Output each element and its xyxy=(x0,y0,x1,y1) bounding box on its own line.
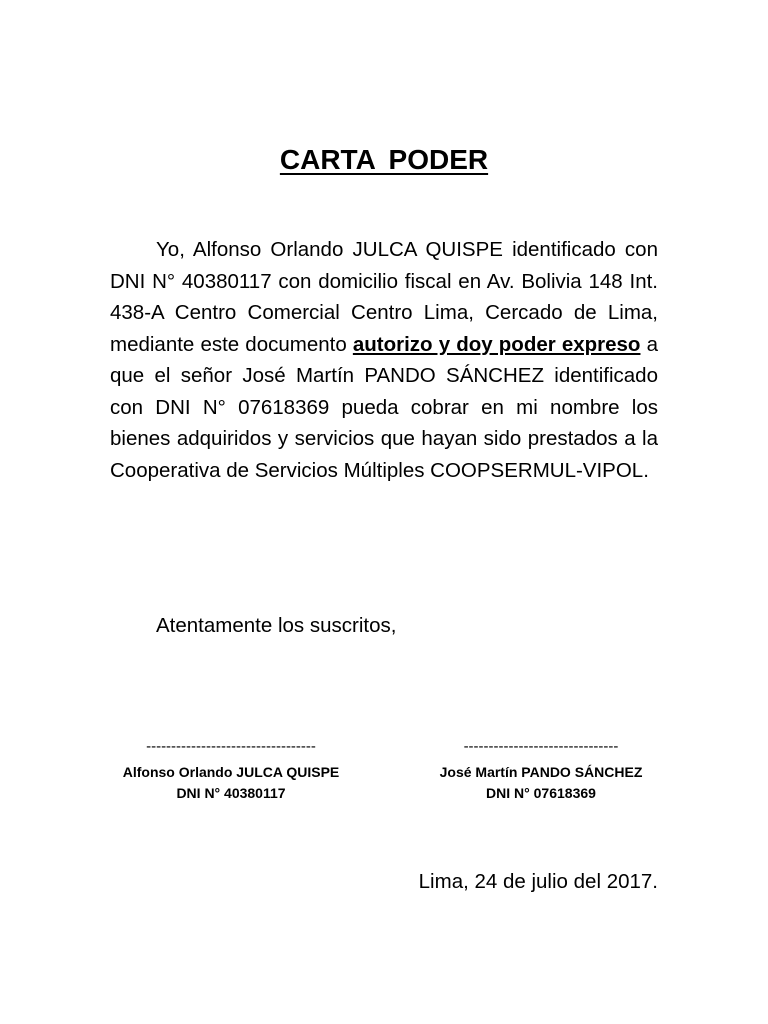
body-paragraph xyxy=(110,234,658,486)
signature-line-left: ---------------------------------- xyxy=(146,738,316,755)
closing-line: Atentamente los suscritos, xyxy=(156,614,397,637)
signer-name-left: Alfonso Orlando JULCA QUISPE xyxy=(122,764,340,780)
signature-block-right xyxy=(414,736,668,804)
paragraph-text-part1: Yo, Alfonso Orlando JULCA QUISPE identificado con DNI N° 40380117 con domicilio fiscal en Av. Bolivia 148 Int. 438-A Centro Comercial Centro Lima, Cercado de Lima, mediante este documento xyxy=(110,238,658,356)
paragraph-emphasis: autorizo y doy poder expreso xyxy=(352,332,641,356)
signature-line-right: ------------------------------- xyxy=(463,738,619,755)
paragraph-text-part2: a que el señor José Martín PANDO SÁNCHEZ identificado con DNI N° 07618369 pueda cobrar en mi nombre los bienes adquiridos y servicios que hayan sido prestados a la Cooperativa de Servicios Múltiples COOPSERMUL-VIPOL. xyxy=(110,332,658,482)
signer-dni-left: DNI N° 40380117 xyxy=(176,785,286,801)
document-title: CARTA PODER xyxy=(279,144,489,175)
signer-name-right: José Martín PANDO SÁNCHEZ xyxy=(439,764,643,780)
document-date: Lima, 24 de julio del 2017. xyxy=(418,870,658,893)
signature-block-left xyxy=(108,736,354,804)
signer-dni-right: DNI N° 07618369 xyxy=(486,785,596,801)
